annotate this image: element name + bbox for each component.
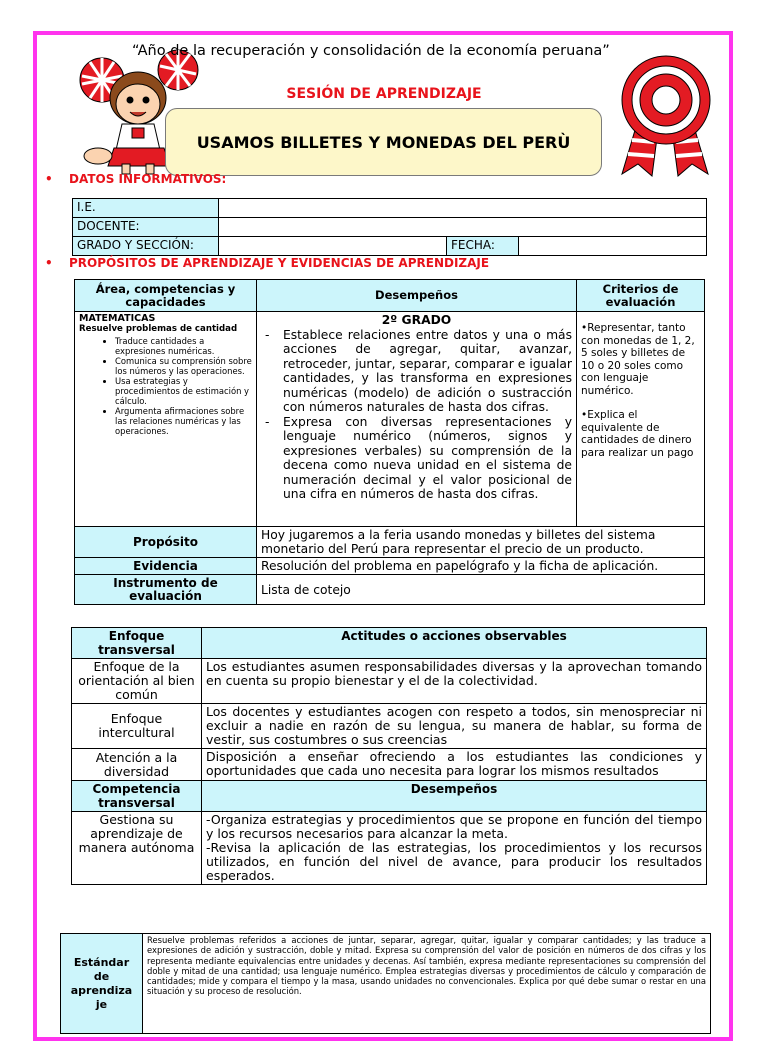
bullet: •: [45, 256, 53, 270]
list-item: - Expresa con diversas representaciones y lenguaje numérico (números, signos y expresiones verbales) su comprensión de la decena como nueva unidad en el sistema de numeración decimal y el valor posicional de una cifra en números de hasta dos cifras.: [283, 415, 572, 502]
performances-cell: [257, 312, 577, 527]
competencia-item: -Revisa la aplicación de las estrategias, los procedimientos y los recursos utilizados, en función del nivel de avance, para producir los resultados esperados.: [206, 840, 702, 883]
standard-table: [60, 933, 711, 1034]
standard-text: Resuelve problemas referidos a acciones de juntar, separar, agregar, quitar, igualar y comparar cantidades; y las traduce a expresiones de adición y sustracción, doble y mitad. Expresa su comprensión del valor de posición en números de dos cifras y los representa mediante equivalencias entre unidades y decenas. Así también, expresa mediante representaciones su comprensión del doble y mitad de una cantidad; usa lenguaje numérico. Emplea estrategias diversas y procedimientos de cálculo y comparación de cantidades; mide y compara el tiempo y la masa, usando unidades no convencionales. Explica por qué debe sumar o restar en una situación y su proceso de resolución.: [143, 934, 711, 1034]
enfoque-label: Atención a la diversidad: [72, 749, 202, 781]
header-competencia: Competencia transversal: [72, 781, 202, 812]
instrument-value: Lista de cotejo: [257, 575, 705, 605]
enfoque-label: Enfoque intercultural: [72, 704, 202, 749]
criteria-cell: [577, 312, 705, 527]
purpose-label: Propósito: [75, 527, 257, 558]
purposes-table: [74, 279, 705, 605]
criteria-item: •Explica el equivalente de cantidades de dinero para realizar un pago: [581, 409, 694, 459]
standard-label: Estándar de aprendiza je: [61, 934, 143, 1034]
instrument-label: Instrumento de evaluación: [75, 575, 257, 605]
enfoque-value: Disposición a enseñar ofreciendo a los estudiantes las condiciones y oportunidades que cada uno necesita para lograr los mismos resultados: [202, 749, 707, 781]
transversal-table: [71, 627, 707, 885]
grade-label: 2º GRADO: [381, 313, 452, 327]
info-table: [72, 198, 707, 256]
header-actitudes: Actitudes o acciones observables: [202, 628, 707, 659]
enfoque-value: Los estudiantes asumen responsabilidades diversas y la aprovechan tomando en cuenta su propio bienestar y el de la colectividad.: [202, 659, 707, 704]
fecha-label: FECHA:: [447, 237, 519, 256]
purpose-value: Hoy jugaremos a la feria usando monedas y billetes del sistema monetario del Perú para representar el precio de un producto.: [257, 527, 705, 558]
header-desempenos: Desempeños: [202, 781, 707, 812]
header-performances: Desempeños: [257, 280, 577, 312]
docente-value: [219, 218, 707, 237]
list-item: • Usa estrategias y procedimientos de estimación y cálculo.: [115, 376, 252, 406]
capacities-list: [79, 336, 252, 436]
bullet: •: [45, 172, 53, 186]
national-motto: “Año de la recuperación y consolidación de la economía peruana”: [132, 43, 610, 59]
header-enfoque: Enfoque transversal: [72, 628, 202, 659]
ie-value: [219, 199, 707, 218]
session-label: SESIÓN DE APRENDIZAJE: [286, 86, 482, 102]
section-info-label: DATOS INFORMATIVOS:: [69, 172, 227, 186]
list-item: • Comunica su comprensión sobre los números y las operaciones.: [115, 356, 252, 376]
header-area: Área, competencias y capacidades: [75, 280, 257, 312]
list-item: - Establece relaciones entre datos y una o más acciones de agregar, quitar, avanzar, retroceder, juntar, separar, comparar e igualar cantidades, y las transforma en expresiones numéricas (modelo) de adición o sustracción con números naturales de hasta dos cifras.: [283, 328, 572, 415]
grado-value: [219, 237, 447, 256]
area-cell: [75, 312, 257, 527]
session-title: USAMOS BILLETES Y MONEDAS DEL PERÙ: [196, 132, 571, 152]
header-criteria: Criterios de evaluación: [577, 280, 705, 312]
competencia-label: Gestiona su aprendizaje de manera autónoma: [72, 812, 202, 885]
evidence-value: Resolución del problema en papelógrafo y la ficha de aplicación.: [257, 558, 705, 575]
section-purposes-label: PROPÓSITOS DE APRENDIZAJE Y EVIDENCIAS DE APRENDIZAJE: [69, 256, 490, 270]
evidence-label: Evidencia: [75, 558, 257, 575]
grado-label: GRADO Y SECCIÓN:: [73, 237, 219, 256]
criteria-item: •Representar, tanto con monedas de 1, 2, 5 soles y billetes de 10 o 20 soles como con lenguaje numérico.: [581, 322, 695, 397]
performances-list: [261, 328, 572, 502]
list-item: • Traduce cantidades a expresiones numéricas.: [115, 336, 252, 356]
list-item: • Argumenta afirmaciones sobre las relaciones numéricas y las operaciones.: [115, 406, 252, 436]
ie-label: I.E.: [73, 199, 219, 218]
area-name: MATEMATICAS: [79, 313, 156, 324]
competencia-item: -Organiza estrategias y procedimientos que se propone en función del tiempo y los recursos necesarios para alcanzar la meta.: [206, 812, 702, 841]
fecha-value: [519, 237, 707, 256]
peru-rosette-icon: [608, 50, 726, 178]
enfoque-label: Enfoque de la orientación al bien común: [72, 659, 202, 704]
session-title-box: [165, 108, 602, 176]
competencia-values: [202, 812, 707, 885]
docente-label: DOCENTE:: [73, 218, 219, 237]
section-purposes-heading: [45, 256, 489, 270]
enfoque-value: Los docentes y estudiantes acogen con respeto a todos, sin menospreciar ni excluir a nadie en razón de su lengua, su manera de hablar, su forma de vestir, sus costumbres o sus creencias: [202, 704, 707, 749]
competence-name: Resuelve problemas de cantidad: [79, 324, 238, 334]
section-info-heading: [45, 172, 226, 186]
